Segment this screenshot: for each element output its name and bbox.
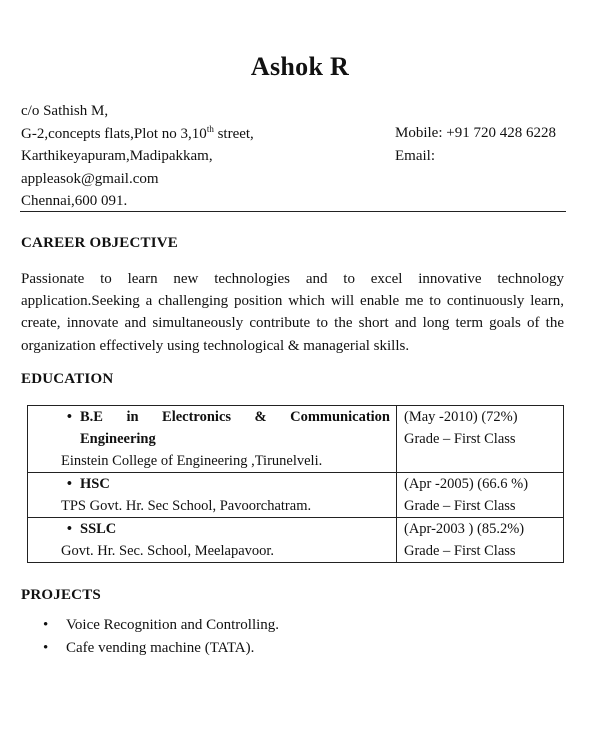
address-block [21, 100, 254, 213]
address-line: Karthikeyapuram,Madipakkam, [21, 148, 213, 164]
degree-word: Electronics [162, 409, 232, 425]
candidate-name: Ashok R [250, 52, 350, 81]
career-objective-heading: CAREER OBJECTIVE [21, 235, 178, 251]
bullet-icon: • [66, 521, 72, 537]
degree-word: Communication [290, 409, 390, 425]
degree-cell [28, 406, 397, 473]
contact-block [395, 122, 556, 167]
degree-title: HSC [80, 476, 110, 492]
ordinal-suffix: th [206, 123, 214, 134]
email-label: Email: [395, 147, 435, 164]
project-title: Cafe vending machine (TATA). [66, 640, 255, 656]
bullet-icon: • [66, 476, 72, 492]
degree-continuation: Engineering [80, 431, 156, 447]
project-title: Voice Recognition and Controlling. [66, 617, 280, 633]
address-line: c/o Sathish M, [21, 103, 109, 119]
career-objective-text: Passionate to learn new technologies and to excel innovative technology application.Seeking a challenging position which will enable me to continuously learn, create, innovate and simultaneously contribute to the short and long term goals of the organization effectively using technological & managerial skills. [21, 271, 564, 354]
institution-name: Einstein College of Engineering ,Tirunelveli. [61, 453, 323, 469]
email-address: appleasok@gmail.com [21, 170, 159, 187]
degree-title: SSLC [80, 521, 117, 537]
result-cell [397, 518, 564, 563]
grade: Grade – First Class [404, 498, 516, 514]
projects-list [21, 614, 279, 660]
list-item [21, 637, 279, 660]
table-row [28, 473, 564, 518]
degree-cell [28, 518, 397, 563]
mobile-number: Mobile: +91 720 428 6228 [395, 125, 556, 141]
bullet-icon: • [43, 617, 49, 633]
address-line: Chennai,600 091. [21, 193, 128, 209]
year-score: (May -2010) (72%) [404, 409, 518, 425]
address-text: street, [213, 125, 254, 142]
grade: Grade – First Class [404, 543, 516, 559]
degree-cell [28, 473, 397, 518]
header-divider [20, 211, 566, 212]
year-score: (Apr -2005) (66.6 %) [404, 476, 529, 492]
degree-line [28, 406, 396, 428]
bullet-icon: • [66, 409, 72, 425]
institution-name: TPS Govt. Hr. Sec School, Pavoorchatram. [61, 498, 312, 514]
degree-word: B.E [80, 409, 103, 425]
address-text: G-2,concepts flats,Plot no 3,10 [21, 125, 207, 142]
list-item [21, 614, 279, 637]
institution-name: Govt. Hr. Sec. School, Meelapavoor. [61, 543, 275, 559]
bullet-icon: • [43, 640, 49, 656]
year-score: (Apr-2003 ) (85.2%) [404, 521, 525, 537]
degree-title [80, 406, 396, 428]
result-cell [397, 473, 564, 518]
degree-word: in [126, 409, 139, 425]
table-row [28, 518, 564, 563]
education-table [27, 405, 564, 563]
grade: Grade – First Class [404, 431, 516, 447]
table-row [28, 406, 564, 473]
address-line [21, 123, 254, 146]
degree-line [28, 518, 396, 540]
degree-word: & [254, 409, 267, 425]
projects-heading: PROJECTS [21, 587, 101, 603]
result-cell [397, 406, 564, 473]
degree-line [28, 473, 396, 495]
education-heading: EDUCATION [21, 371, 114, 387]
